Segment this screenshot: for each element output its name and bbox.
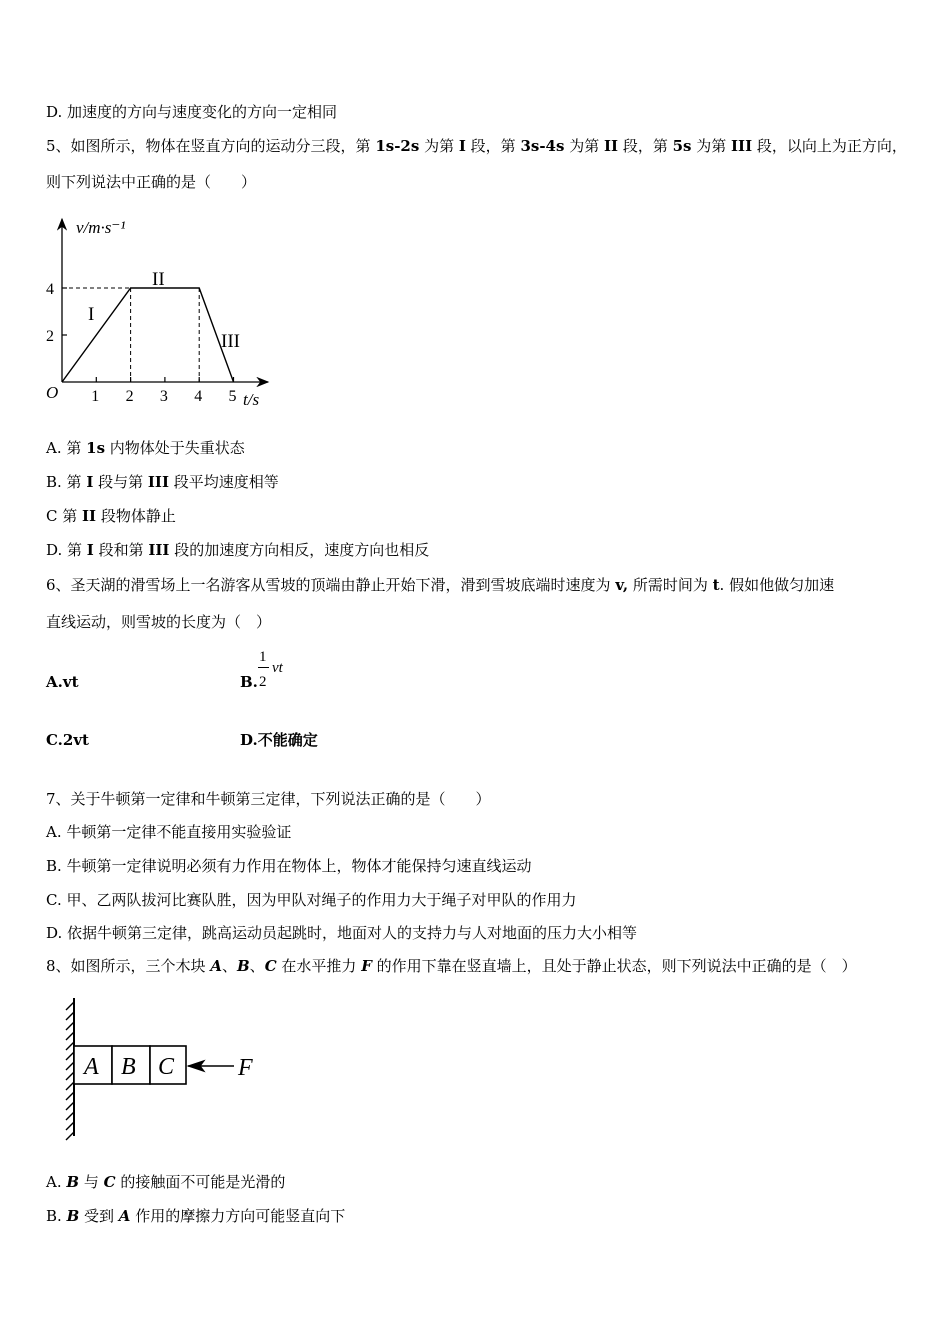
segment-label-2: II (152, 269, 165, 290)
origin-label: O (46, 383, 59, 402)
wall-hatch-line (66, 1082, 74, 1090)
wall-hatch-line (66, 1122, 74, 1130)
q4-option-d: D. 加速度的方向与速度变化的方向一定相同 (46, 103, 338, 121)
wall-hatch-line (66, 1012, 74, 1020)
q6-fraction-numerator: 1 (259, 649, 267, 665)
q6-fraction-bar (258, 667, 269, 668)
vt-graph (40, 205, 280, 415)
segment-label-1: I (88, 304, 95, 325)
wall-hatching (66, 1002, 74, 1140)
wall-hatch-line (66, 1022, 74, 1030)
q6-option-a: A.vt (46, 673, 79, 691)
wall-hatch-line (66, 1132, 74, 1140)
y-axis-label: v/m·s⁻¹ (76, 218, 126, 237)
q7-option-b: B. 牛顿第一定律说明必须有力作用在物体上，物体才能保持匀速直线运动 (46, 857, 532, 875)
y-tick-label-2: 2 (46, 328, 54, 345)
block-a-label: A (84, 1054, 99, 1080)
q8-stem: 8、如图所示，三个木块 A、B、C 在水平推力 F 的作用下靠在竖直墙上，且处于静止状态，则下列说法中正确的是（ ） (46, 957, 857, 975)
x-tick-label-3: 3 (159, 388, 168, 405)
q5-option-d: D. 第 I 段和第 III 段的加速度方向相反，速度方向也相反 (46, 541, 430, 559)
wall-hatch-line (66, 1072, 74, 1080)
segment-label-3: III (221, 331, 240, 352)
q5-stem-line1: 5、如图所示，物体在竖直方向的运动分三段，第 1s-2s 为第 I 段，第 3s-4s 为第 II 段，第 5s 为第 III 段，以向上为正方向， (46, 137, 907, 155)
q6-option-c: C.2vt (46, 731, 89, 749)
q5-option-b: B. 第 I 段与第 III 段平均速度相等 (46, 473, 279, 491)
wall-hatch-line (66, 1112, 74, 1120)
q6-fraction-variable: vt (272, 660, 283, 676)
q7-stem: 7、关于牛顿第一定律和牛顿第三定律，下列说法正确的是（ ） (46, 790, 491, 808)
x-tick-label-5: 5 (228, 388, 237, 405)
q6-option-d: D.不能确定 (240, 731, 318, 749)
q8-option-a: A. B 与 C 的接触面不可能是光滑的 (46, 1173, 286, 1191)
q8-option-b: B. B 受到 A 作用的摩擦力方向可能竖直向下 (46, 1207, 346, 1225)
x-axis-label: t/s (243, 390, 260, 409)
velocity-line (62, 288, 234, 382)
wall-hatch-line (66, 1032, 74, 1040)
q6-fraction-denominator: 2 (259, 674, 267, 690)
q7-option-d: D. 依据牛顿第三定律，跳高运动员起跳时，地面对人的支持力与人对地面的压力大小相等 (46, 924, 638, 942)
q7-option-a: A. 牛顿第一定律不能直接用实验验证 (46, 823, 292, 841)
x-tick-label-1: 1 (91, 388, 100, 405)
q6-option-b: B. (240, 673, 258, 691)
q5-option-c: C 第 II 段物体静止 (46, 507, 176, 525)
blocks-figure (58, 994, 268, 1144)
q5-option-a: A. 第 1s 内物体处于失重状态 (46, 439, 245, 457)
wall-hatch-line (66, 1092, 74, 1100)
wall-hatch-line (66, 1102, 74, 1110)
q5-stem-line2: 则下列说法中正确的是（ ） (46, 173, 257, 191)
wall-hatch-line (66, 1052, 74, 1060)
x-tick-label-2: 2 (125, 388, 134, 405)
wall-hatch-line (66, 1042, 74, 1050)
q7-option-c: C. 甲、乙两队拔河比赛队胜，因为甲队对绳子的作用力大于绳子对甲队的作用力 (46, 891, 577, 909)
wall-hatch-line (66, 1062, 74, 1070)
force-label: F (238, 1055, 253, 1081)
y-tick-label-4: 4 (46, 281, 54, 298)
q6-stem-line1: 6、圣天湖的滑雪场上一名游客从雪坡的顶端由静止开始下滑，滑到雪坡底端时速度为 v, 所需时间为 t. 假如他做匀加速 (46, 576, 835, 594)
x-tick-label-4: 4 (194, 388, 203, 405)
wall-hatch-line (66, 1002, 74, 1010)
block-b-label: B (121, 1054, 136, 1080)
q6-stem-line2: 直线运动，则雪坡的长度为（ ） (46, 613, 272, 631)
block-c-label: C (158, 1054, 175, 1080)
